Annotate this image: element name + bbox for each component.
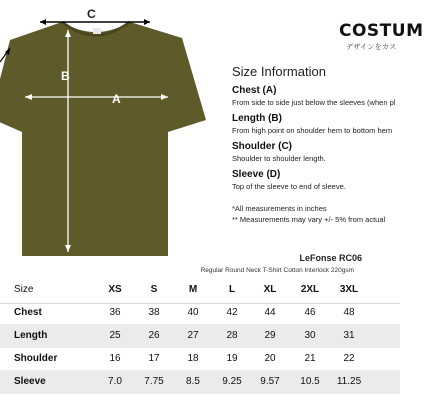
label-c: C <box>87 7 96 21</box>
size-m: M <box>188 284 198 295</box>
table-cell: 17 <box>148 353 160 364</box>
length-description: From high point on shoulder hem to bottom hem <box>232 126 393 135</box>
row-label-chest: Chest <box>14 307 42 318</box>
table-cell: 10.5 <box>300 376 320 387</box>
table-cell: 48 <box>343 307 355 318</box>
label-b: B <box>61 69 70 83</box>
table-cell: 21 <box>304 353 316 364</box>
tshirt-shape <box>0 22 206 256</box>
table-cell: 30 <box>304 330 316 341</box>
table-cell: 26 <box>148 330 160 341</box>
table-header-row <box>0 278 400 302</box>
table-cell: 11.25 <box>336 376 362 387</box>
table-row <box>0 347 400 371</box>
size-xs: XS <box>108 284 122 295</box>
table-cell: 9.57 <box>260 376 280 387</box>
table-cell: 31 <box>343 330 355 341</box>
table-cell: 38 <box>148 307 160 318</box>
table-cell: 19 <box>226 353 238 364</box>
table-cell: 40 <box>187 307 199 318</box>
size-l: L <box>228 284 236 295</box>
sleeve-heading: Sleeve (D) <box>232 169 281 180</box>
table-cell: 42 <box>226 307 238 318</box>
row-label-length: Length <box>14 330 48 341</box>
table-cell: 8.5 <box>186 376 200 387</box>
table-cell: 27 <box>187 330 199 341</box>
table-row <box>0 301 400 325</box>
table-row <box>0 370 400 394</box>
shoulder-heading: Shoulder (C) <box>232 141 292 152</box>
tshirt-diagram <box>0 0 230 260</box>
size-s: S <box>150 284 158 295</box>
brand-tagline: デザインをカス <box>346 44 397 51</box>
chest-description: From side to side just below the sleeves (when pl <box>232 98 396 107</box>
note-units: *All measurements in inches <box>232 204 327 213</box>
table-cell: 29 <box>264 330 276 341</box>
table-cell: 20 <box>264 353 276 364</box>
shoulder-description: Shoulder to shoulder length. <box>232 154 326 163</box>
row-label-sleeve: Sleeve <box>14 376 46 387</box>
table-cell: 44 <box>264 307 276 318</box>
table-cell: 28 <box>226 330 238 341</box>
table-cell: 7.75 <box>144 376 164 387</box>
length-heading: Length (B) <box>232 113 282 124</box>
row-label-shoulder: Shoulder <box>14 353 58 364</box>
table-row <box>0 324 400 348</box>
size-info-title: Size Information <box>232 64 326 79</box>
table-cell: 16 <box>109 353 121 364</box>
table-cell: 18 <box>187 353 199 364</box>
table-cell: 9.25 <box>222 376 242 387</box>
size-2xl: 2XL <box>300 284 320 295</box>
note-variance: ** Measurements may vary +/- 5% from actual <box>232 215 386 224</box>
size-xl: XL <box>263 284 277 295</box>
label-a: A <box>112 92 121 106</box>
table-cell: 36 <box>109 307 121 318</box>
table-cell: 25 <box>109 330 121 341</box>
sleeve-description: Top of the sleeve to end of sleeve. <box>232 182 346 191</box>
table-header-label: Size <box>14 284 34 295</box>
table-cell: 7.0 <box>108 376 122 387</box>
tshirt-tag <box>93 28 101 34</box>
product-description: Regular Round Neck T-Shirt Cotton Interlock 220gsm <box>200 267 354 274</box>
size-3xl: 3XL <box>339 284 359 295</box>
table-cell: 22 <box>343 353 355 364</box>
chest-heading: Chest (A) <box>232 85 277 96</box>
table-cell: 46 <box>304 307 316 318</box>
brand-logo: COSTUM <box>339 21 424 41</box>
product-name: LeFonse RC06 <box>299 253 362 263</box>
